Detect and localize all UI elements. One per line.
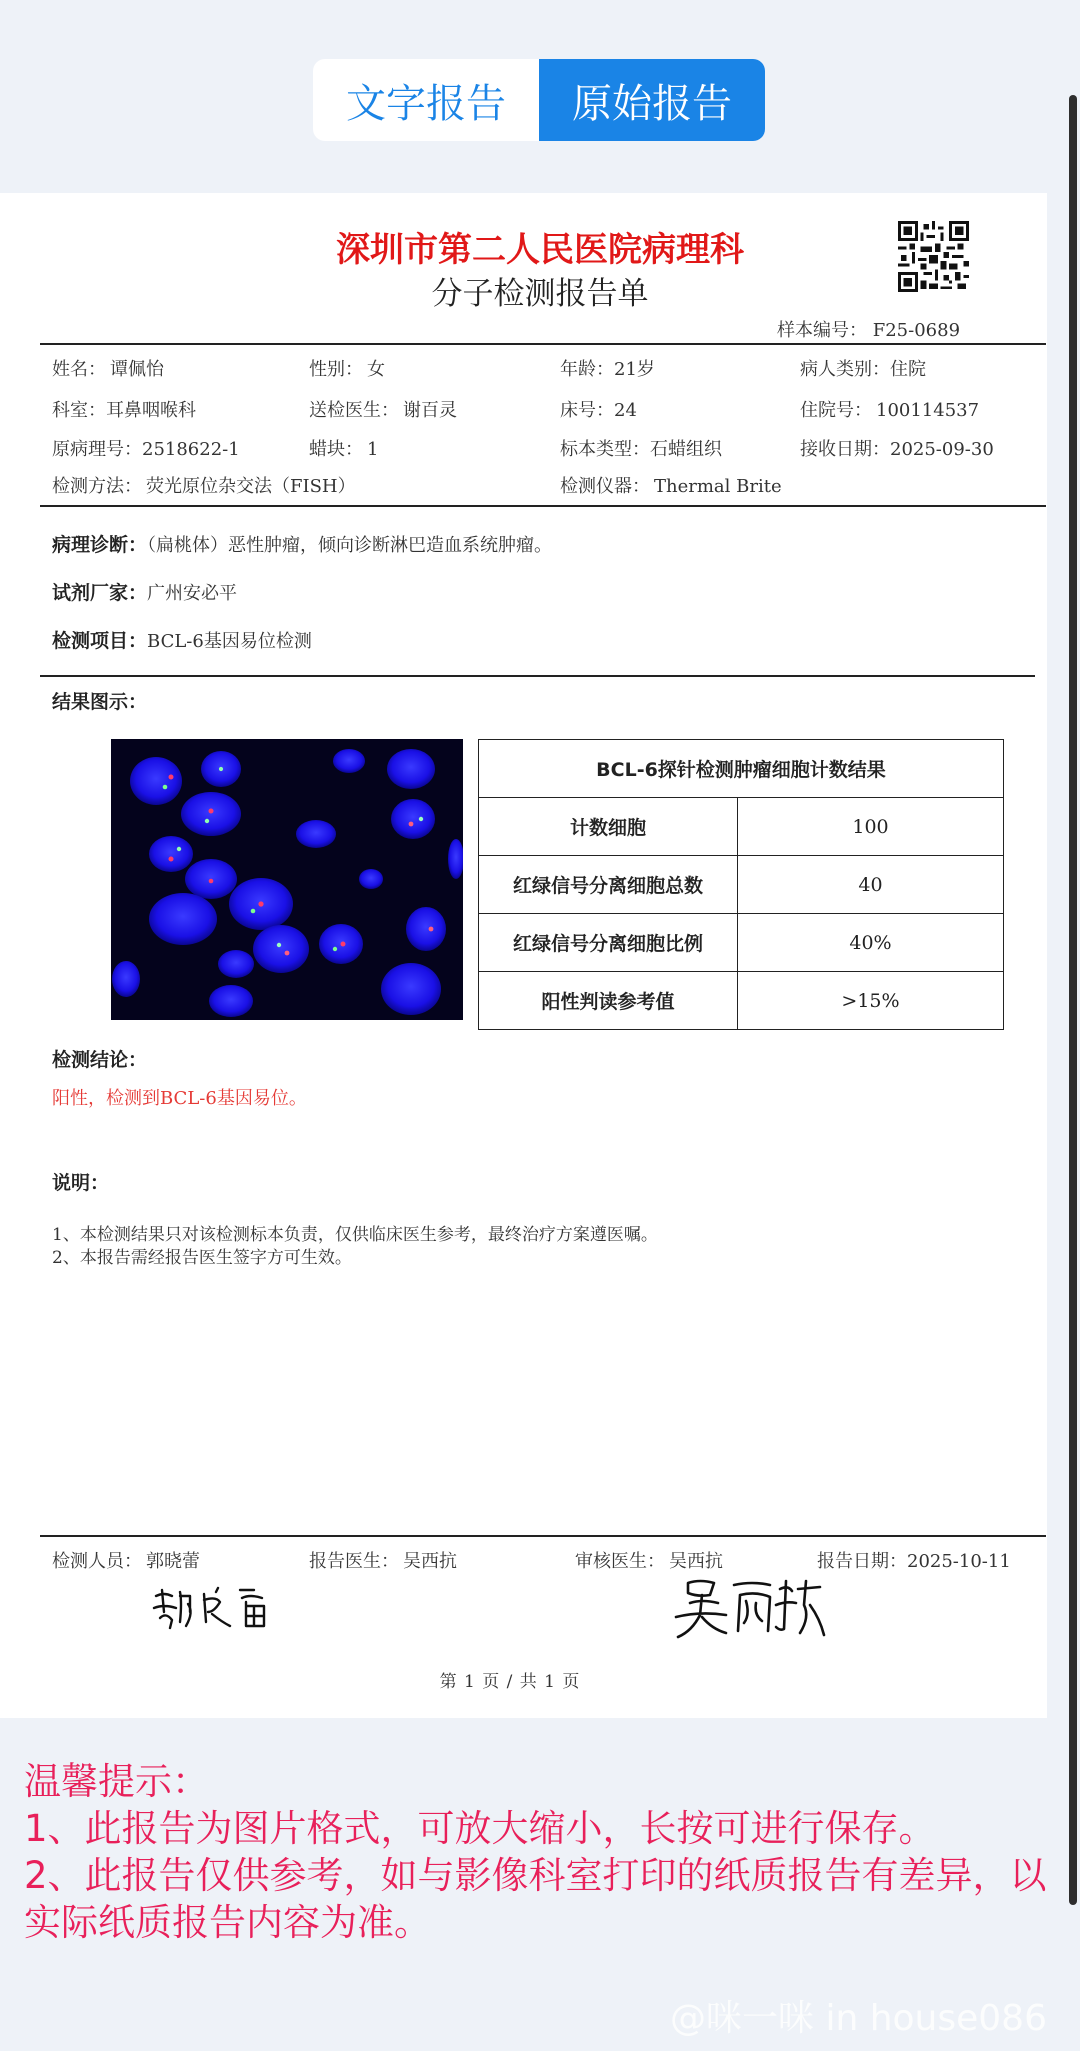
notes-label: 说明： <box>52 1172 110 1194</box>
doctor-signature <box>670 1575 830 1645</box>
note-item: 1、本检测结果只对该检测标本负责，仅供临床医生参考，最终治疗方案遵医嘱。 <box>52 1225 658 1245</box>
tab-text-report[interactable]: 文字报告 <box>313 59 539 141</box>
scrollbar[interactable] <box>1069 95 1077 1905</box>
reporting-doctor: 报告医生： 吴西抗 <box>309 1551 457 1572</box>
report-type-switch <box>313 59 765 141</box>
tips-box <box>24 1758 1054 1946</box>
table-row: 计数细胞 100 <box>479 798 1004 856</box>
divider <box>40 343 1046 345</box>
received-date: 接收日期：2025-09-30 <box>800 439 994 460</box>
tab-original-report[interactable]: 原始报告 <box>539 59 765 141</box>
test-item: 检测项目：BCL-6基因易位检测 <box>52 630 312 652</box>
page-indicator: 第 1 页 / 共 1 页 <box>439 1672 581 1692</box>
table-header: BCL-6探针检测肿瘤细胞计数结果 <box>479 740 1004 798</box>
patient-type: 病人类别：住院 <box>800 359 926 380</box>
table-row: 阳性判读参考值 >15% <box>479 972 1004 1030</box>
patient-gender: 性别： 女 <box>309 359 385 380</box>
test-instrument: 检测仪器： Thermal Brite <box>560 476 782 497</box>
fish-micrograph[interactable] <box>111 739 463 1020</box>
tester: 检测人员： 郭晓蕾 <box>52 1551 200 1572</box>
divider <box>40 675 1035 677</box>
report-date: 报告日期：2025-10-11 <box>817 1551 1011 1572</box>
bed-number: 床号：24 <box>560 400 637 421</box>
report-title: 分子检测报告单 <box>431 276 649 312</box>
patient-name: 姓名： 谭佩怡 <box>52 359 164 380</box>
patient-age: 年龄：21岁 <box>560 359 655 380</box>
reviewing-doctor: 审核医生： 吴西抗 <box>575 1551 723 1572</box>
reagent-manufacturer: 试剂厂家：广州安必平 <box>52 582 238 604</box>
specimen-type: 标本类型：石蜡组织 <box>560 439 722 460</box>
conclusion-label: 检测结论： <box>52 1049 148 1071</box>
table-row: 红绿信号分离细胞总数 40 <box>479 856 1004 914</box>
tips-line: 1、此报告为图片格式，可放大缩小，长按可进行保存。 <box>24 1807 936 1850</box>
tips-title: 温馨提示： <box>24 1760 209 1803</box>
divider <box>40 505 1046 507</box>
inpatient-number: 住院号： 100114537 <box>800 400 980 421</box>
tips-line: 2、此报告仅供参考，如与影像科室打印的纸质报告有差异，以实际纸质报告内容为准。 <box>24 1854 1047 1944</box>
divider <box>40 1535 1046 1537</box>
result-image-label: 结果图示： <box>52 691 148 713</box>
referring-doctor: 送检医生： 谢百灵 <box>309 400 457 421</box>
original-pathology-number: 原病理号：2518622-1 <box>52 439 240 460</box>
wax-block: 蜡块： 1 <box>309 439 379 460</box>
note-item: 2、本报告需经报告医生签字方可生效。 <box>52 1248 352 1268</box>
sample-number: 样本编号： F25-0689 <box>777 320 961 341</box>
department: 科室：耳鼻咽喉科 <box>52 400 196 421</box>
pathology-diagnosis: 病理诊断：（扁桃体）恶性肿瘤，倾向诊断淋巴造血系统肿瘤。 <box>52 534 553 556</box>
qr-code-icon <box>898 221 969 292</box>
watermark: @咪一咪 in house086 <box>670 1998 1047 2039</box>
fish-count-table <box>478 739 1004 1030</box>
test-method: 检测方法： 荧光原位杂交法（FISH） <box>52 476 356 497</box>
conclusion-text: 阳性，检测到BCL-6基因易位。 <box>52 1088 307 1109</box>
tester-signature <box>150 1582 290 1642</box>
table-row: 红绿信号分离细胞比例 40% <box>479 914 1004 972</box>
hospital-name: 深圳市第二人民医院病理科 <box>336 230 744 270</box>
